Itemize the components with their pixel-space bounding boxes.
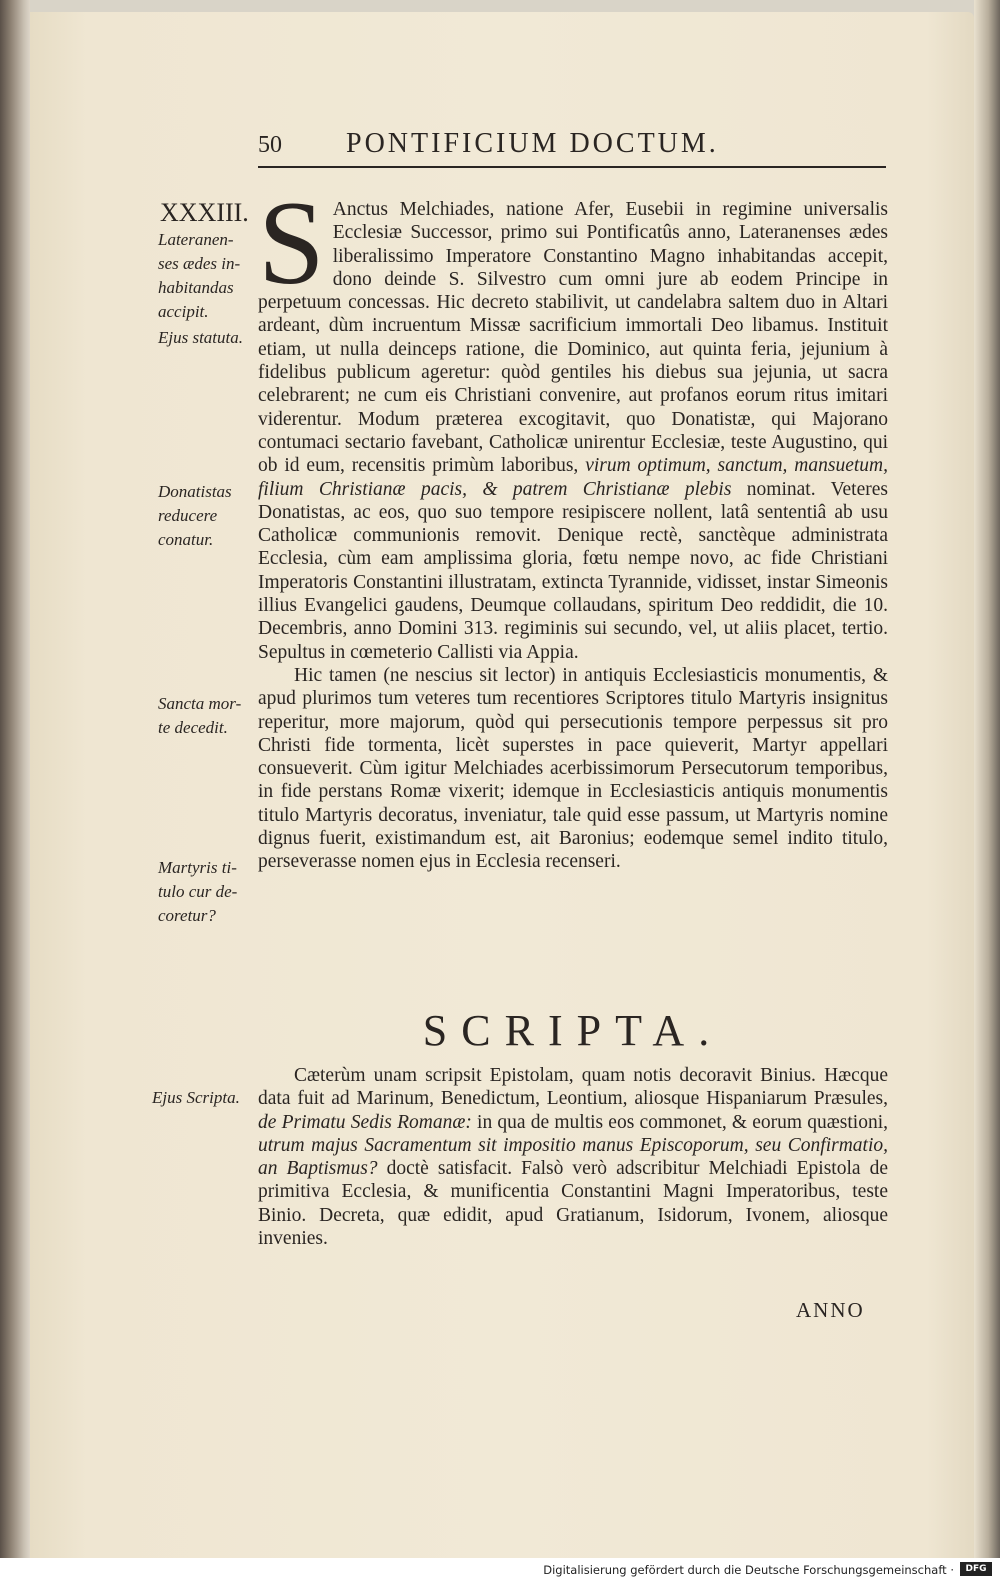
- text-run: doctè satisfacit. Falsò verò adscribitur Melchiadi Epistola de primitiva Ecclesia, & munificentia Constantini Magni Imperatoribus, teste Binio. Decreta, quæ edidit, apud Gratianum, Isidorum, Ivonem, aliosque invenies.: [258, 1158, 888, 1250]
- text-run: nominat. Veteres Donatistas, ac eos, quo suo tempore resipiscere nollent, latâ sententiâ ab usu Catholicæ communionis removit. Denique rectè, sanctèque administrata Ecclesia, cùm eam amplissima gloria, fœtu nempe novo, ac fide Christiani Imperatoris Constantini illustratam, extincta Tyrannide, vidisset, instar Simeonis illius Evangelici gaudens, Deumque collaudans, spiritum Deo reddidit, die 10. Decembris, anno Domini 313. regiminis sui secundo, vel, ut aliis placet, tertio. Sepultus in cœmeterio Callisti via Appia.: [258, 478, 888, 663]
- margin-line: te decedit.: [158, 718, 228, 737]
- margin-line: accipit.: [158, 302, 209, 321]
- margin-line: conatur.: [158, 530, 214, 549]
- drop-cap: S: [258, 176, 325, 309]
- paragraph-3: [258, 1064, 888, 1250]
- margin-note-donatistas: [158, 480, 232, 552]
- margin-note-scripta: Ejus Scripta.: [152, 1088, 240, 1107]
- italic-title: de Primatu Sedis Romanæ:: [258, 1111, 472, 1133]
- margin-line: reducere: [158, 506, 218, 525]
- text-run: Anctus Melchiades, natione Afer, Eusebii in regimine universalis Ecclesiæ Successor, primo sui Pontificatûs anno, Lateranenses ædes liberalissimo Imperatore Constantino Magno inhabitandas accepit, dono deinde S. Silvestro cum omni jure ab eodem Principe in perpetuum concessas. Hic decreto stabilivit, ut candelabra saltem duo in Altari ardeant, dùm incruentum Missæ sacrificium immortali Deo libamus. Instituit etiam, ut nulla deinceps ratione, die Dominico, aut quinta feria, jejunium à fidelibus publicum ageretur: quòd gentiles his diebus sua jejunia, ut sacra celebrarent; ne cum eis Christiani convenire, aut profanos eorum ritus imitari viderentur. Modum præterea excogitavit, quo Donatistæ, qui Majorano contumaci sectario favebant, Catholicæ unirentur Ecclesiæ, teste Augustino, qui ob id eum, recensitis primùm laboribus,: [258, 199, 888, 477]
- margin-line: habitandas: [158, 278, 234, 297]
- margin-line: Donatistas: [158, 482, 232, 501]
- italic-quote: virum optimum, sanctum, mansuetum, filium Christianæ pacis, & patrem Christianæ plebis: [258, 455, 888, 500]
- scripta-text-block: [258, 1064, 888, 1250]
- page-number: 50: [258, 132, 282, 158]
- footer-bar: [0, 1558, 1000, 1581]
- margin-note-lateran: [158, 228, 240, 324]
- main-text-block: [258, 176, 888, 874]
- section-heading: SCRIPTA.: [422, 1006, 724, 1055]
- dfg-logo: DFG: [960, 1562, 992, 1576]
- margin-line: ses ædes in-: [158, 254, 241, 273]
- margin-line: Sancta mor-: [158, 694, 242, 713]
- margin-line: coretur?: [158, 906, 216, 925]
- chapter-number: XXXIII.: [160, 198, 249, 227]
- margin-line: Martyris ti-: [158, 858, 237, 877]
- funding-notice: Digitalisierung gefördert durch die Deutsche Forschungsgemeinschaft ·: [543, 1563, 954, 1577]
- margin-note-statuta: Ejus statuta.: [158, 328, 244, 347]
- paragraph-1: [258, 176, 888, 664]
- page-edge: [974, 0, 1000, 1558]
- running-title: PONTIFICIUM DOCTUM.: [346, 128, 719, 159]
- margin-line: tulo cur de-: [158, 882, 238, 901]
- book-spine: [0, 0, 30, 1558]
- catchword: ANNO: [796, 1298, 865, 1322]
- italic-question: utrum majus Sacramentum sit impositio manus Episcoporum, seu Confirmatio, an Baptismus?: [258, 1134, 888, 1180]
- paragraph-2: Hic tamen (ne nescius sit lector) in antiquis Ecclesiasticis monumentis, & apud plurimos tum veteres tum recentiores Scriptores titulo Martyris insignitus reperitur, more majorum, quòd qui persecutionis tempore perpessus sit pro Christi fide tormenta, licèt superstes in pace quieverit, Martyr appellari consueverit. Cùm igitur Melchiades acerbissimorum Persecutorum temporibus, in fide perstans Romæ vixerit; idemque in Ecclesiasticis antiquis monumentis titulo Martyris decoratus, inveniatur, tale quid esse passum, ut Martyris nomine dignus fuerit, existimandum est, ait Baronius; eodemque semel indito titulo, perseverasse nomen ejus in Ecclesia recenseri.: [258, 664, 888, 873]
- margin-line: Lateranen-: [158, 230, 234, 249]
- text-run: in qua de multis eos commonet, & eorum quæstioni,: [477, 1111, 888, 1133]
- text-run: Cæterùm unam scripsit Epistolam, quam notis decoravit Binius. Hæcque data fuit ad Marinum, Benedictum, Leontium, aliosque Hispaniarum Præsules,: [258, 1065, 888, 1110]
- header-rule: [258, 166, 886, 168]
- page-header: [258, 128, 878, 168]
- margin-note-morte: [158, 692, 241, 740]
- margin-note-martyris: [158, 856, 237, 928]
